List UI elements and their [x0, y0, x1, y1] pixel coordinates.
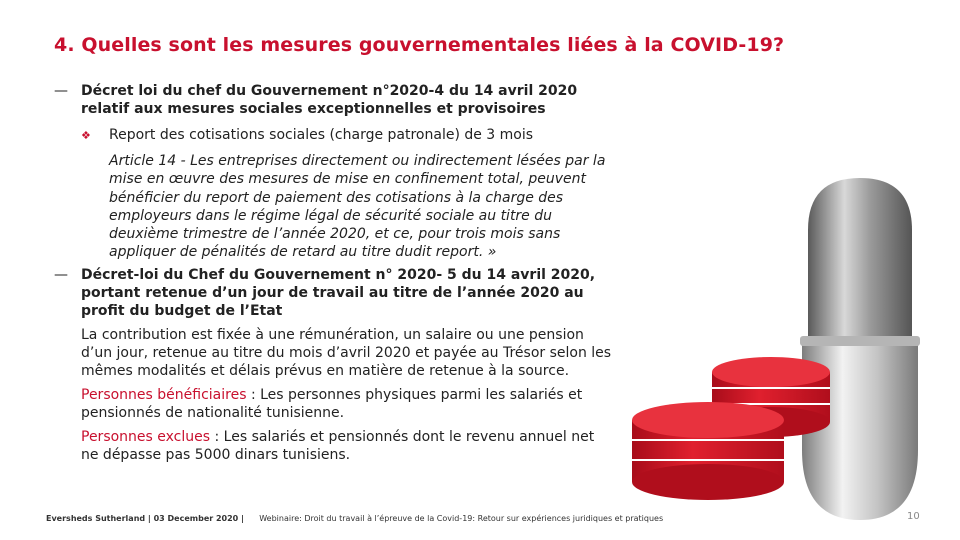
- excluded-label: Personnes exclues: [81, 428, 211, 445]
- decree-2: [54, 266, 614, 320]
- capsule-coins-illustration: [620, 150, 960, 530]
- contribution-text: La contribution est fixée à une rémunération, un salaire ou une pension d’un jour, retenue au titre du mois d’avril 2020 et payée au Trésor selon les mêmes modalités et délais prévus en matière de retenue à la source.: [81, 326, 612, 379]
- slide-title: 4. Quelles sont les mesures gouvernementales liées à la COVID-19?: [54, 34, 785, 56]
- beneficiaries-label: Personnes bénéficiaires: [81, 386, 247, 403]
- beneficiaries-paragraph: [54, 386, 614, 422]
- decree-1-bullet-text: Report des cotisations sociales (charge patronale) de 3 mois: [109, 127, 534, 143]
- footer-webinar: Webinaire: Droit du travail à l’épreuve de la Covid-19: Retour sur expériences juridiques et pratiques: [259, 514, 664, 523]
- excluded-text: : Les salariés et pensionnés dont le revenu annuel net ne dépasse pas 5000 dinars tunisiens.: [81, 428, 595, 463]
- coin-stack-large-icon: [632, 402, 784, 500]
- page-number: 10: [907, 511, 920, 522]
- footer: [46, 514, 663, 523]
- decree-1-bullet: [54, 126, 614, 144]
- dash-bullet: —: [54, 83, 68, 99]
- decree-2-title: Décret-loi du Chef du Gouvernement n° 2020- 5 du 14 avril 2020, portant retenue d’un jour de travail au titre de l’année 2020 au profit du budget de l’Etat: [81, 266, 596, 319]
- slide-content: [54, 82, 614, 464]
- diamond-bullet-icon: ❖: [81, 129, 91, 142]
- capsule-icon: [800, 178, 920, 520]
- excluded-paragraph: [54, 428, 614, 464]
- beneficiaries-text: : Les personnes physiques parmi les salariés et pensionnés de nationalité tunisienne.: [81, 386, 583, 421]
- dash-bullet: —: [54, 266, 68, 283]
- decree-1-title: Décret loi du chef du Gouvernement n°2020-4 du 14 avril 2020 relatif aux mesures sociales exceptionnelles et provisoires: [81, 83, 578, 117]
- article-14-quote: Article 14 - Les entreprises directement ou indirectement lésées par la mise en œuvre des mesures de mise en confinement total, peuvent bénéficier du report de paiement des cotisations à la charge des employeurs dans le régime légal de sécurité sociale au titre du deuxième trimestre de l’année 2020, et ce, pour trois mois sans appliquer de pénalités de retard au titre dudit report. »: [109, 153, 606, 261]
- decree-1: [54, 82, 614, 118]
- footer-brand: Eversheds Sutherland | 03 December 2020 |: [46, 514, 244, 523]
